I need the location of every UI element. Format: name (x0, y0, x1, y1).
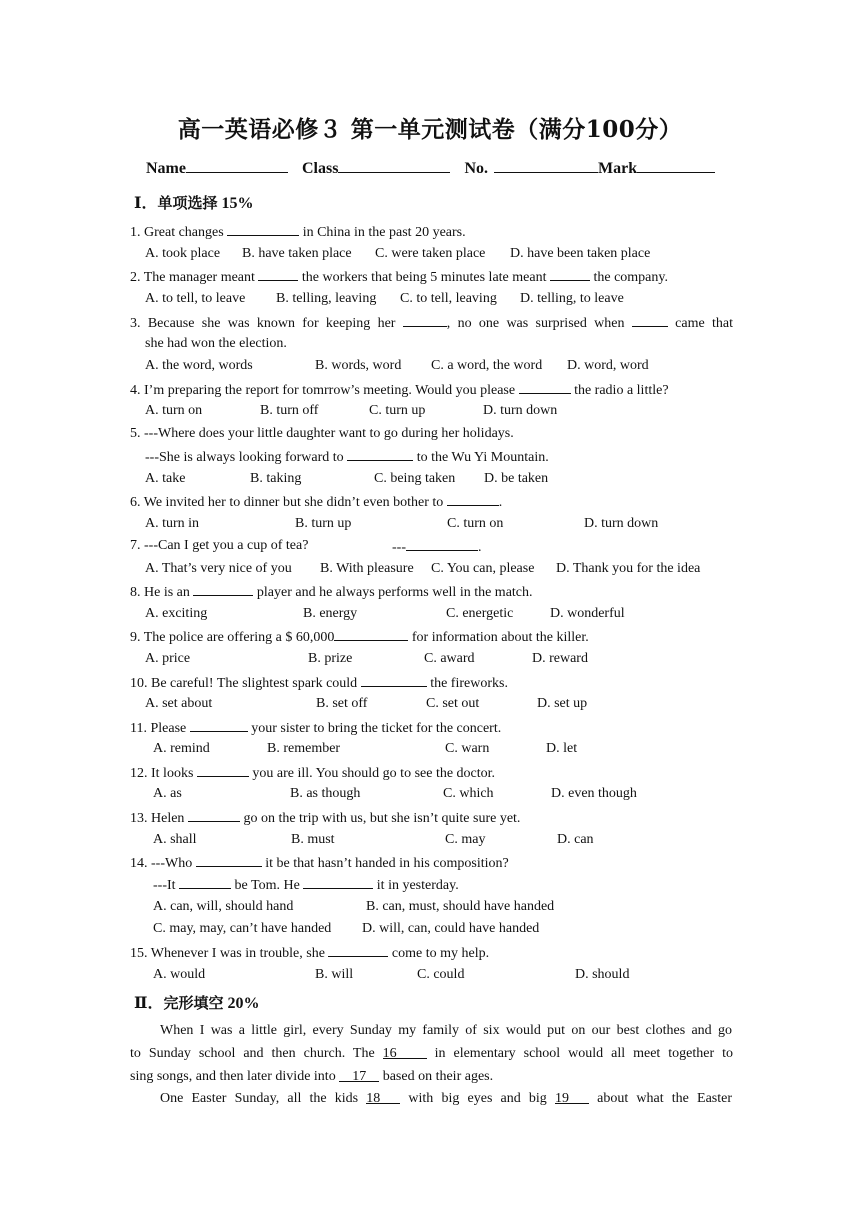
passage-line-3 (130, 1068, 493, 1086)
passage-text: in elementary school would all meet together to (426, 1046, 733, 1061)
question-10 (130, 673, 508, 693)
question-text: the radio a little? (570, 383, 669, 398)
question-3 (130, 313, 733, 333)
question-text: 11. Please (130, 721, 190, 736)
option-a[interactable]: A. the word, words (145, 358, 253, 373)
option-a[interactable]: A. turn in (145, 516, 200, 531)
answer-blank[interactable] (632, 313, 668, 327)
answer-blank[interactable] (403, 313, 447, 327)
option-a[interactable]: A. would (153, 967, 206, 982)
section-1-number: Ⅰ． (134, 195, 158, 212)
question-14 (130, 853, 509, 873)
answer-blank[interactable] (197, 763, 249, 777)
option-d[interactable]: D. telling, to leave (520, 291, 624, 306)
question-text: ---She is always looking forward to (145, 450, 348, 465)
question-text: 4. I’m preparing the report for tomrrow’s meeting. Would you please (130, 383, 519, 398)
option-b[interactable]: B. must (291, 832, 335, 847)
option-c[interactable]: C. to tell, leaving (400, 291, 497, 306)
answer-blank[interactable] (550, 267, 590, 281)
question-text: . (498, 495, 503, 510)
option-d[interactable]: D. word, word (567, 358, 649, 373)
question-text: your sister to bring the ticket for the concert. (247, 721, 502, 736)
question-text: 14. ---Who (130, 856, 196, 871)
question-text: in China in the past 20 years. (299, 225, 466, 240)
option-d[interactable]: D. reward (532, 651, 588, 666)
option-b[interactable]: B. can, must, should have handed (366, 899, 555, 914)
option-d[interactable]: D. even though (551, 786, 637, 801)
response-prefix: --- . (392, 537, 482, 557)
question-text: the company. (589, 270, 668, 285)
question-1 (130, 222, 466, 242)
question-7 (130, 537, 482, 555)
option-d[interactable]: D. wonderful (550, 606, 625, 621)
mark-field[interactable] (637, 157, 715, 173)
cloze-blank-18[interactable]: 18 (366, 1090, 400, 1104)
option-c[interactable]: C. were taken place (375, 246, 486, 261)
option-b[interactable]: B. as though (290, 786, 361, 801)
question-text: 12. It looks (130, 766, 197, 781)
option-a[interactable]: A. turn on (145, 403, 203, 418)
passage-text: to Sunday school and then church. The (130, 1046, 383, 1061)
cloze-blank-16[interactable]: 16 (383, 1045, 427, 1059)
question-5-response (145, 447, 549, 467)
question-4 (130, 380, 669, 400)
answer-blank[interactable] (361, 673, 427, 687)
option-c[interactable]: C. may (445, 832, 486, 847)
question-text: the fireworks. (426, 676, 508, 691)
option-c[interactable]: C. a word, the word (431, 358, 543, 373)
option-d[interactable]: D. turn down (483, 403, 558, 418)
question-5: 5. ---Where does your little daughter want to go during her holidays. (130, 426, 514, 441)
option-d[interactable]: D. be taken (484, 471, 549, 486)
cloze-blank-19[interactable]: 19 (555, 1090, 589, 1104)
question-2 (130, 267, 668, 287)
answer-blank[interactable] (406, 537, 478, 551)
question-text: you are ill. You should go to see the doctor. (248, 766, 496, 781)
option-b[interactable]: B. have taken place (242, 246, 352, 261)
passage-line-1: When I was a little girl, every Sunday my family of six would put on our best clothes and go (160, 1023, 732, 1038)
question-text: it be that hasn’t handed in his composition? (261, 856, 509, 871)
question-text: come to my help. (388, 946, 490, 961)
option-b[interactable]: B. turn up (295, 516, 352, 531)
question-14-response (153, 875, 459, 895)
question-text: 15. Whenever I was in trouble, she (130, 946, 329, 961)
question-text: it in yesterday. (373, 878, 459, 893)
option-d[interactable]: D. will, can, could have handed (362, 921, 540, 936)
answer-blank[interactable] (447, 492, 499, 506)
answer-blank[interactable] (227, 222, 299, 236)
answer-blank[interactable] (193, 582, 253, 596)
question-text: , no one was surprised when (446, 316, 632, 331)
option-d[interactable]: D. turn down (584, 516, 659, 531)
question-text: 8. He is an (130, 585, 194, 600)
question-6 (130, 492, 502, 512)
question-text: ---It (153, 878, 180, 893)
option-b[interactable]: B. set off (316, 696, 368, 711)
question-8 (130, 582, 533, 602)
passage-text: sing songs, and then later divide into (130, 1069, 340, 1084)
option-c[interactable]: C. turn up (369, 403, 426, 418)
option-a[interactable]: A. set about (145, 696, 213, 711)
page-title: 高一英语必修３ 第一单元测试卷（满分100分） (177, 116, 683, 143)
class-label: Class (301, 160, 339, 177)
section-2-score: 20% (227, 995, 260, 1012)
question-13 (130, 808, 520, 828)
name-label: Name (146, 160, 186, 177)
option-b[interactable]: B. words, word (315, 358, 402, 373)
question-9 (130, 627, 589, 647)
option-a[interactable]: A. That’s very nice of you (145, 561, 292, 576)
option-a[interactable]: A. to tell, to leave (145, 291, 246, 306)
answer-blank[interactable] (519, 380, 571, 394)
question-text: 2. The manager meant (130, 270, 259, 285)
section-1-heading (134, 190, 254, 213)
section-2-label: 完形填空 (163, 994, 224, 1012)
passage-text: based on their ages. (379, 1069, 494, 1084)
question-text: 10. Be careful! The slightest spark could (130, 676, 361, 691)
question-11 (130, 718, 501, 738)
cloze-blank-17[interactable]: 17 (339, 1068, 379, 1082)
question-text: for information about the killer. (408, 630, 589, 645)
question-text: the workers that being 5 minutes late meant (298, 270, 550, 285)
question-3-continuation: she had won the election. (145, 336, 287, 351)
question-text: 1. Great changes (130, 225, 228, 240)
passage-text: about what the Easter (588, 1091, 732, 1106)
question-12 (130, 763, 495, 783)
question-text: be Tom. He (231, 878, 304, 893)
answer-blank[interactable] (303, 875, 373, 889)
answer-blank[interactable] (188, 808, 240, 822)
option-a[interactable]: A. exciting (145, 606, 208, 621)
question-text: came that (667, 316, 733, 331)
question-text: 9. The police are offering a $ 60,000 (130, 630, 335, 645)
option-b[interactable]: B. remember (267, 741, 341, 756)
option-d[interactable]: D. have been taken place (510, 246, 651, 261)
section-1-label: 单项选择 (157, 194, 218, 212)
option-c[interactable]: C. which (443, 786, 494, 801)
option-c[interactable]: C. You can, please (431, 561, 535, 576)
option-a[interactable]: A. price (145, 651, 191, 666)
section-1-score: 15% (221, 195, 254, 212)
answer-blank[interactable] (190, 718, 248, 732)
question-text: 6. We invited her to dinner but she didn’t even bother to (130, 495, 447, 510)
passage-line-2 (130, 1045, 733, 1063)
option-d[interactable]: D. can (557, 832, 594, 847)
option-c[interactable]: C. being taken (374, 471, 456, 486)
section-2-number: Ⅱ． (134, 995, 164, 1012)
option-d[interactable]: D. set up (537, 696, 588, 711)
question-15 (130, 943, 489, 963)
answer-blank[interactable] (179, 875, 231, 889)
passage-text: One Easter Sunday, all the kids (160, 1091, 367, 1106)
option-d[interactable]: D. should (575, 967, 630, 982)
passage-line-4 (160, 1090, 732, 1108)
option-a[interactable]: A. shall (153, 832, 197, 847)
question-text: go on the trip with us, but she isn’t quite sure yet. (239, 811, 521, 826)
question-text: 3. Because she was known for keeping her (130, 316, 403, 331)
option-b[interactable]: B. turn off (260, 403, 319, 418)
answer-blank[interactable] (328, 943, 388, 957)
question-text: to the Wu Yi Mountain. (413, 450, 549, 465)
number-field[interactable] (494, 157, 598, 173)
section-2-heading (134, 990, 260, 1013)
option-a[interactable]: A. took place (145, 246, 221, 261)
option-c[interactable]: C. set out (426, 696, 480, 711)
option-c[interactable]: C. may, may, can’t have handed (153, 921, 332, 936)
option-b[interactable]: B. taking (250, 471, 302, 486)
option-d[interactable]: D. let (546, 741, 578, 756)
question-text: 13. Helen (130, 811, 188, 826)
option-c[interactable]: C. warn (445, 741, 490, 756)
option-c[interactable]: C. energetic (446, 606, 514, 621)
number-label: No. (464, 160, 488, 177)
option-a[interactable]: A. remind (153, 741, 210, 756)
student-info-row (146, 157, 715, 178)
option-a[interactable]: A. as (153, 786, 182, 801)
option-c[interactable]: C. turn on (447, 516, 504, 531)
option-a[interactable]: A. can, will, should hand (153, 899, 294, 914)
answer-blank[interactable] (258, 267, 298, 281)
option-d[interactable]: D. Thank you for the idea (556, 561, 701, 576)
option-b[interactable]: B. will (315, 967, 354, 982)
option-b[interactable]: B. energy (303, 606, 358, 621)
question-text: 7. ---Can I get you a cup of tea? (130, 538, 309, 553)
question-text: player and he always performs well in the match. (253, 585, 533, 600)
mark-label: Mark (598, 160, 638, 177)
passage-text: with big eyes and big (400, 1091, 555, 1106)
option-a[interactable]: A. take (145, 471, 186, 486)
answer-blank[interactable] (334, 627, 408, 641)
name-field[interactable] (186, 157, 288, 173)
option-b[interactable]: B. With pleasure (320, 561, 414, 576)
answer-blank[interactable] (347, 447, 413, 461)
answer-blank[interactable] (196, 853, 262, 867)
option-b[interactable]: B. telling, leaving (276, 291, 377, 306)
option-b[interactable]: B. prize (308, 651, 353, 666)
option-c[interactable]: C. could (417, 967, 465, 982)
option-c[interactable]: C. award (424, 651, 475, 666)
class-field[interactable] (338, 157, 450, 173)
